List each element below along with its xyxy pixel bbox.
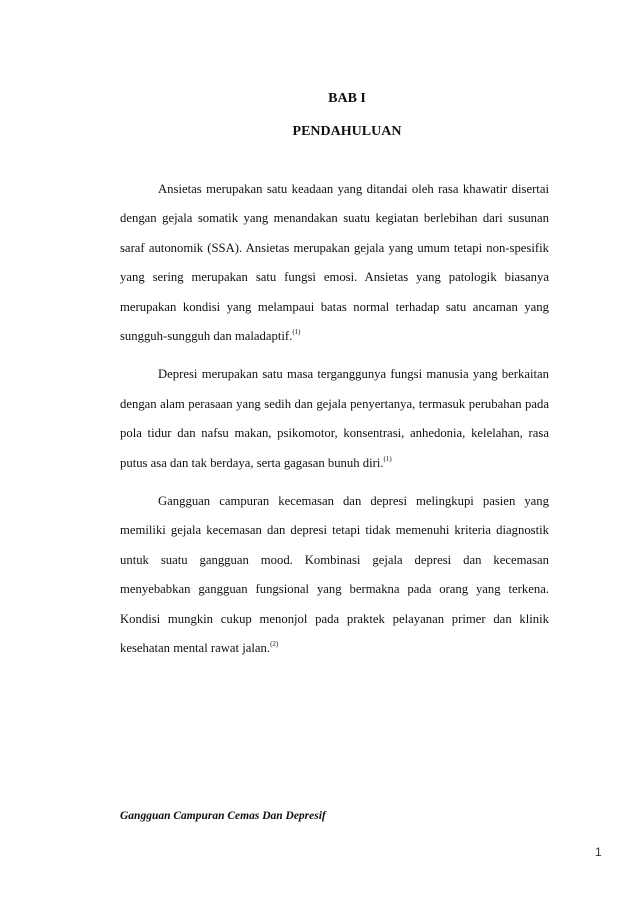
citation-marker: (1) xyxy=(292,328,301,337)
citation-marker: (2) xyxy=(270,640,279,649)
paragraph-text: Ansietas merupakan satu keadaan yang ditandai oleh rasa khawatir disertai dengan gejala somatik yang menandakan suatu kegiatan berlebihan dari susunan saraf autonomik (SSA). Ansietas merupakan gejala yang umum tetapi non-spesifik yang sering merupakan satu fungsi emosi. Ansietas yang patologik biasanya merupakan kondisi yang melampaui batas normal terhadap satu ancaman yang sungguh-sungguh dan maladaptif. xyxy=(120,182,549,344)
footer-title: Gangguan Campuran Cemas Dan Depresif xyxy=(120,810,326,822)
paragraph-depression xyxy=(120,360,549,478)
paragraph-mixed-disorder xyxy=(120,487,549,663)
paragraph-anxiety xyxy=(120,175,549,351)
chapter-number: BAB I xyxy=(328,91,366,106)
body-text xyxy=(120,175,549,673)
paragraph-text: Gangguan campuran kecemasan dan depresi melingkupi pasien yang memiliki gejala kecemasan dan depresi tetapi tidak memenuhi kriteria diagnostik untuk suatu gangguan mood. Kombinasi gejala depresi dan kecemasan menyebabkan gangguan fungsional yang bermakna pada orang yang terkena. Kondisi mungkin cukup menonjol pada praktek pelayanan primer dan klinik kesehatan mental rawat jalan. xyxy=(120,494,549,656)
chapter-title: PENDAHULUAN xyxy=(292,124,402,139)
paragraph-text: Depresi merupakan satu masa terganggunya fungsi manusia yang berkaitan dengan alam perasaan yang sedih dan gejala penyertanya, termasuk perubahan pada pola tidur dan nafsu makan, psikomotor, konsentrasi, anhedonia, kelelahan, rasa putus asa dan tak berdaya, serta gagasan bunuh diri. xyxy=(120,367,549,470)
citation-marker: (1) xyxy=(383,454,392,463)
page-number: 1 xyxy=(595,845,602,859)
